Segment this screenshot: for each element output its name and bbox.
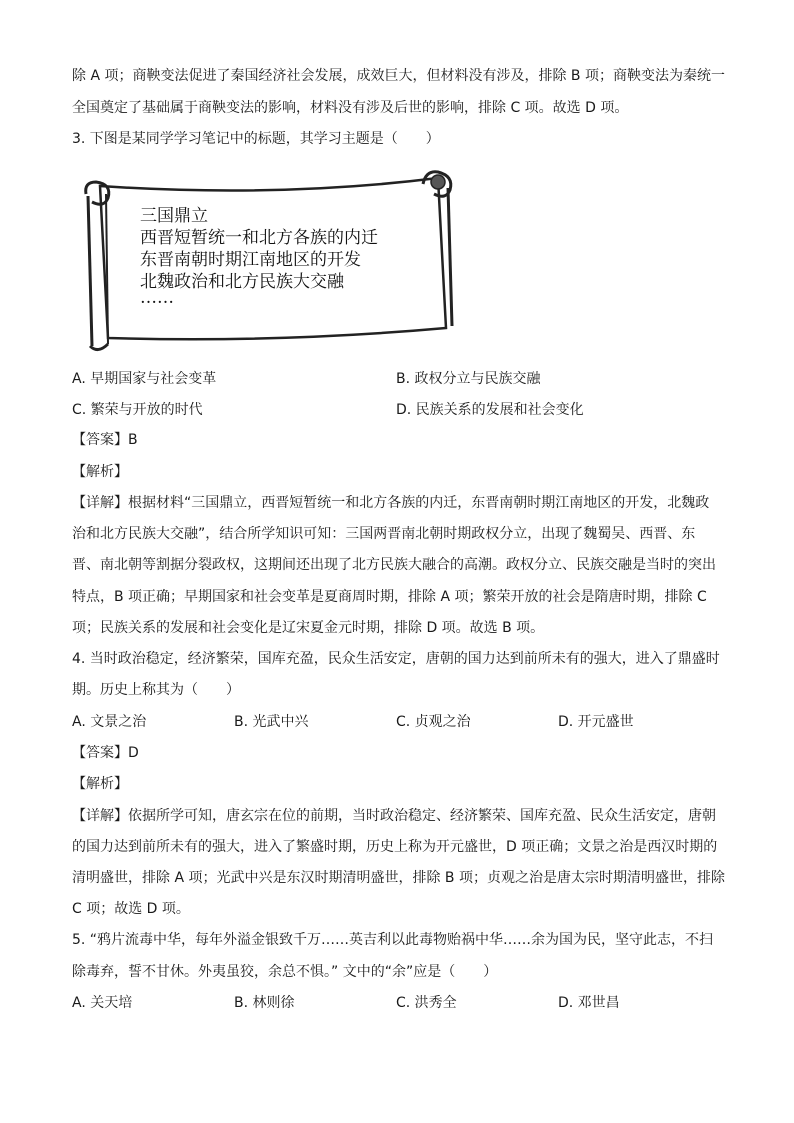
line-1: 除 A 项；商鞅变法促进了秦国经济社会发展，成效巨大，但材料没有涉及，排除 B 项；商鞅变法为秦统一: [72, 68, 725, 84]
q3-detail-line: 治和北方民族大交融”，结合所学知识可知：三国两晋南北朝时期政权分立，出现了魏蜀吴、西晋、东: [72, 526, 696, 542]
q3-option-a: A. 早期国家与社会变革: [72, 371, 217, 387]
q3-answer: 【答案】B: [72, 432, 138, 448]
q3-detail-line: 晋、南北朝等割据分裂政权，这期间还出现了北方民族大融合的高潮。政权分立、民族交融是当时的突出: [72, 557, 716, 573]
q4-detail-line: 【详解】依据所学可知，唐玄宗在位的前期，当时政治稳定、经济繁荣、国库充盈、民众生活安定，唐朝: [72, 808, 716, 824]
q5-option-d: D. 邓世昌: [558, 995, 620, 1011]
question-5: 5. “鸦片流毒中华，每年外溢金银致千万……英吉利以此毒物贻祸中华……余为国为民，坚守此志，不扫: [72, 932, 714, 948]
scroll-item-2: 西晋短暂统一和北方各族的内迁: [140, 228, 378, 248]
q5-option-b: B. 林则徐: [234, 995, 295, 1011]
q4-detail-line: C 项；故选 D 项。: [72, 901, 190, 917]
q3-detail-line: 项；民族关系的发展和社会变化是辽宋夏金元时期，排除 D 项。故选 B 项。: [72, 620, 545, 636]
question-4: 4. 当时政治稳定，经济繁荣，国库充盈，民众生活安定，唐朝的国力达到前所未有的强大，进入了鼎盛时: [72, 651, 720, 667]
scroll-item-1: 三国鼎立: [140, 206, 208, 226]
q4-analysis-heading: 【解析】: [72, 776, 128, 792]
q4-option-b: B. 光武中兴: [234, 714, 309, 730]
q3-option-c: C. 繁荣与开放的时代: [72, 402, 203, 418]
q4-option-a: A. 文景之治: [72, 714, 147, 730]
scroll-item-3: 东晋南朝时期江南地区的开发: [140, 250, 361, 270]
line-2: 全国奠定了基础属于商鞅变法的影响，材料没有涉及后世的影响，排除 C 项。故选 D 项。: [72, 100, 629, 116]
q5-option-c: C. 洪秀全: [396, 995, 457, 1011]
q3-detail-line: 特点，B 项正确；早期国家和社会变革是夏商周时期，排除 A 项；繁荣开放的社会是隋唐时期，排除 C: [72, 589, 707, 605]
question-5-cont: 除毒弃，誓不甘休。外夷虽狡，余总不惧。” 文中的“余”应是（ ）: [72, 964, 498, 980]
question-4-cont: 期。历史上称其为（ ）: [72, 682, 240, 698]
scroll-item-5: ……: [140, 288, 174, 308]
q3-detail-line: 【详解】根据材料“三国鼎立，西晋短暂统一和北方各族的内迁，东晋南朝时期江南地区的开发，北魏政: [72, 495, 710, 511]
question-3: 3. 下图是某同学学习笔记中的标题，其学习主题是（ ）: [72, 131, 440, 147]
q4-detail-line: 的国力达到前所未有的强大，进入了繁盛时期，历史上称为开元盛世，D 项正确；文景之治是西汉时期的: [72, 839, 718, 855]
q4-option-c: C. 贞观之治: [396, 714, 471, 730]
q4-detail-line: 清明盛世，排除 A 项；光武中兴是东汉时期清明盛世，排除 B 项；贞观之治是唐太宗时期清明盛世，排除: [72, 870, 725, 886]
q4-option-d: D. 开元盛世: [558, 714, 634, 730]
q3-option-b: B. 政权分立与民族交融: [396, 371, 541, 387]
q3-analysis-heading: 【解析】: [72, 464, 128, 480]
scroll-item-4: 北魏政治和北方民族大交融: [140, 272, 344, 292]
q4-answer: 【答案】D: [72, 745, 139, 761]
q3-option-d: D. 民族关系的发展和社会变化: [396, 402, 584, 418]
q5-option-a: A. 关天培: [72, 995, 133, 1011]
